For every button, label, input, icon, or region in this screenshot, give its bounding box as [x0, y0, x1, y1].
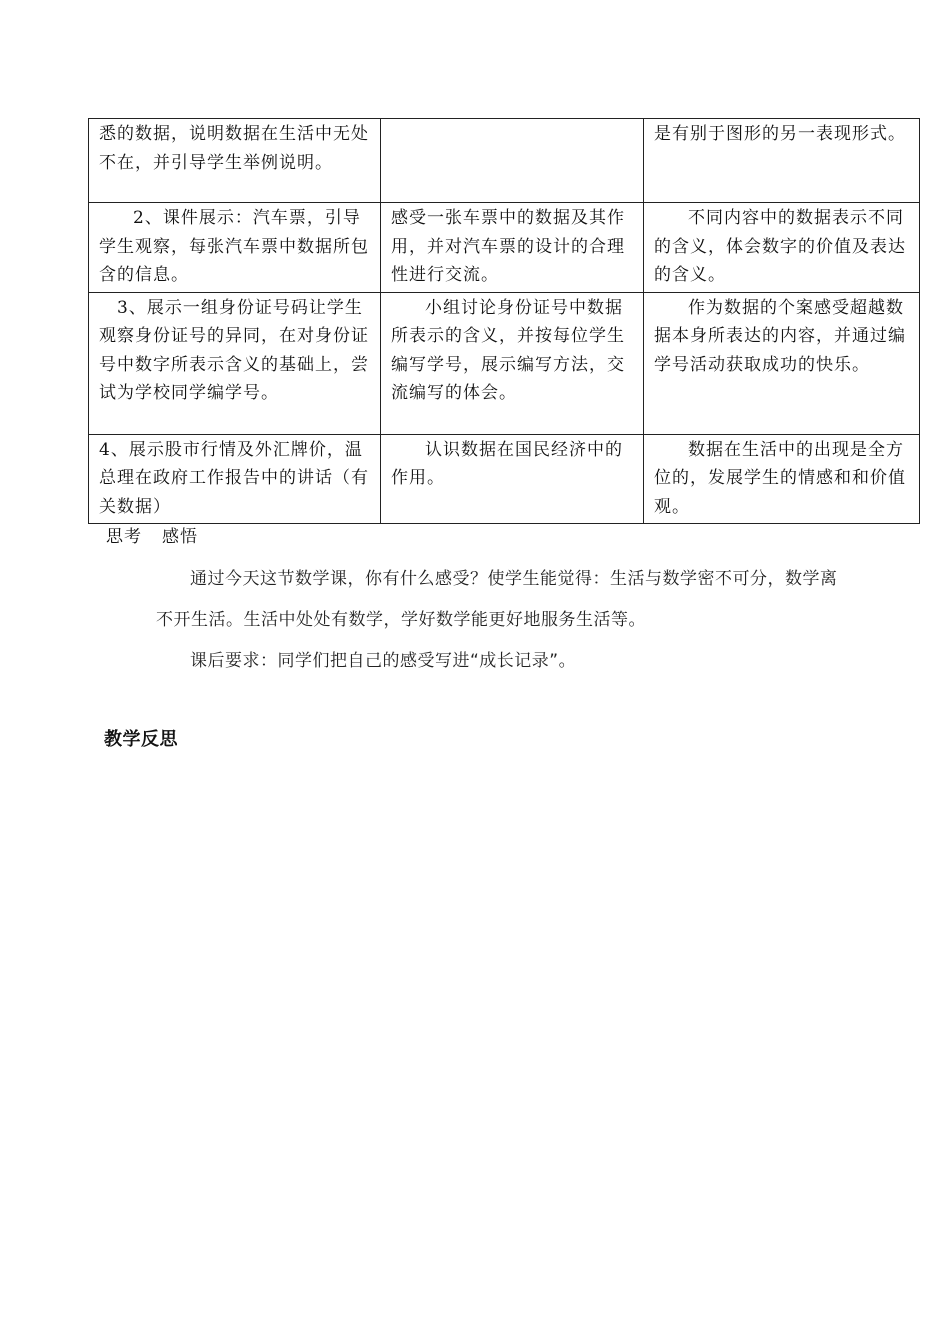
design-intent-cell: 不同内容中的数据表示不同的含义，体会数字的价值及表达的含义。	[644, 203, 920, 293]
think-label: 思考	[106, 527, 142, 547]
table-row	[89, 203, 920, 293]
student-activity-cell: 小组讨论身份证号中数据所表示的含义，并按每位学生编写学号，展示编写方法，交流编写的体会。	[381, 292, 644, 434]
table-row	[89, 292, 920, 434]
think-reflect-heading	[106, 522, 218, 547]
teacher-activity-cell: 悉的数据，说明数据在生活中无处不在，并引导学生举例说明。	[89, 119, 381, 203]
reflect-label: 感悟	[162, 527, 198, 547]
table-row	[89, 119, 920, 203]
teacher-activity-cell: 3、展示一组身份证号码让学生观察身份证号的异同，在对身份证号中数字所表示含义的基础上，尝试为学校同学编学号。	[89, 292, 381, 434]
teaching-reflection-heading: 教学反思	[104, 729, 178, 750]
design-intent-cell: 是有别于图形的另一表现形式。	[644, 119, 920, 203]
design-intent-cell: 数据在生活中的出现是全方位的，发展学生的情感和和价值观。	[644, 434, 920, 524]
student-activity-cell: 认识数据在国民经济中的作用。	[381, 434, 644, 524]
design-intent-cell: 作为数据的个案感受超越数据本身所表达的内容，并通过编学号活动获取成功的快乐。	[644, 292, 920, 434]
teacher-activity-cell: 2、课件展示：汽车票，引导学生观察，每张汽车票中数据所包含的信息。	[89, 203, 381, 293]
student-activity-cell: 感受一张车票中的数据及其作用，并对汽车票的设计的合理性进行交流。	[381, 203, 644, 293]
table-row	[89, 434, 920, 524]
homework-requirement: 课后要求：同学们把自己的感受写进“成长记录”。	[190, 651, 577, 671]
student-activity-cell	[381, 119, 644, 203]
reflection-paragraph-1: 通过今天这节数学课，你有什么感受？使学生能觉得：生活与数学密不可分，数学离	[190, 569, 838, 589]
reflection-paragraph-2: 不开生活。生活中处处有数学，学好数学能更好地服务生活等。	[156, 610, 646, 630]
teacher-activity-cell: 4、展示股市行情及外汇牌价，温总理在政府工作报告中的讲话（有关数据）	[89, 434, 381, 524]
lesson-table	[88, 118, 920, 524]
